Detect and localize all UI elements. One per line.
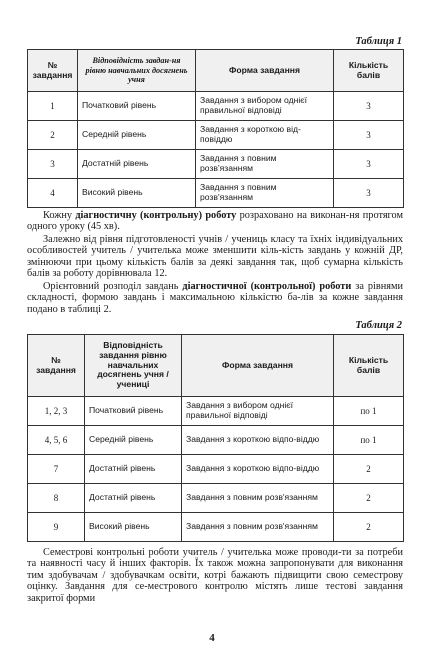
table2-cell-form: Завдання з короткою відпо-віддю [182, 455, 334, 484]
table-row [28, 92, 404, 121]
paragraph-1-bold: діагностичну (контрольну) роботу [75, 210, 237, 221]
table-row [28, 179, 404, 208]
table2-cell-points: по 1 [334, 426, 404, 455]
table1-cell-form: Завдання з короткою від-повіддю [196, 121, 334, 150]
table1-cell-num: 4 [28, 179, 78, 208]
paragraph-1 [27, 210, 403, 233]
table2-cell-num: 4, 5, 6 [28, 426, 85, 455]
table1-cell-num: 2 [28, 121, 78, 150]
table1-cell-points: 3 [334, 179, 404, 208]
table2-cell-form: Завдання з короткою відпо-віддю [182, 426, 334, 455]
table2-cell-level: Достатній рівень [85, 484, 182, 513]
table1-header-num: № завдання [28, 50, 78, 92]
table1-header-row [28, 50, 404, 92]
table1 [27, 49, 404, 208]
table2-header-row [28, 335, 404, 397]
page-number: 4 [209, 632, 215, 644]
table1-cell-level: Початковий рівень [78, 92, 196, 121]
table1-cell-level: Середній рівень [78, 121, 196, 150]
paragraph-4: Семестрові контрольні роботи учитель / учителька може проводи-ти за потреби та наявності часу й інших факторів. Їх також можна запропонувати для виконання тим здобувачам / здобувачкам освіти, котрі бажають підвищити свою семестрову оцінку. Завдання для се-местрового контролю містять лише тестові завдання закритої форми [27, 547, 403, 604]
table1-caption: Таблиця 1 [355, 36, 402, 47]
table-row [28, 455, 404, 484]
table1-cell-level: Високий рівень [78, 179, 196, 208]
paragraph-3 [27, 281, 403, 315]
table1-cell-form: Завдання з повним розв'язанням [196, 179, 334, 208]
table-row [28, 397, 404, 426]
table2-cell-num: 1, 2, 3 [28, 397, 85, 426]
table1-cell-level: Достатній рівень [78, 150, 196, 179]
table2-header-level: Відповідність завдання рівню навчальних досягнень учня / учениці [85, 335, 182, 397]
table1-cell-points: 3 [334, 150, 404, 179]
table2-cell-points: по 1 [334, 397, 404, 426]
paragraph-2: Залежно від рівня підготовленості учнів / учениць класу та їхніх індивідуальних особливостей учитель / учителька може зменшити кіль-кість завдань у кожній ДР, змінюючи при цьому кількість балів за деякі завдання так, щоб сумарна кількість балів за роботу дорівнювала 12. [27, 234, 403, 280]
table2 [27, 334, 404, 542]
table1-header-level: Відповідність завдан-ня рівню навчальних досягнень учня [78, 50, 196, 92]
table2-cell-level: Достатній рівень [85, 455, 182, 484]
table2-cell-level: Середній рівень [85, 426, 182, 455]
table2-cell-form: Завдання з повним розв'язанням [182, 484, 334, 513]
table1-header-points: Кількість балів [334, 50, 404, 92]
table2-cell-points: 2 [334, 484, 404, 513]
table2-cell-points: 2 [334, 513, 404, 542]
table2-header-points: Кількість балів [334, 335, 404, 397]
table1-cell-form: Завдання з вибором однієї правильної відповіді [196, 92, 334, 121]
table2-cell-points: 2 [334, 455, 404, 484]
table1-cell-num: 3 [28, 150, 78, 179]
table2-caption: Таблиця 2 [355, 320, 402, 331]
table2-cell-form: Завдання з повним розв'язанням [182, 513, 334, 542]
table2-header-num: № завдання [28, 335, 85, 397]
table2-cell-num: 7 [28, 455, 85, 484]
table1-cell-num: 1 [28, 92, 78, 121]
paragraph-3-bold: діагностичної (контрольної) роботи [182, 281, 352, 292]
table2-cell-form: Завдання з вибором однієї правильної відповіді [182, 397, 334, 426]
table-row [28, 150, 404, 179]
table-row [28, 484, 404, 513]
paragraph-3-text-end: за рівнями складності, формою завдань і максимальною кількістю ба-лів за кожне завдання подано в таблиці 2. [27, 281, 403, 315]
table-row [28, 426, 404, 455]
table2-cell-level: Початковий рівень [85, 397, 182, 426]
paragraph-1-text: Кожну [43, 210, 76, 221]
table1-cell-points: 3 [334, 92, 404, 121]
table2-cell-num: 9 [28, 513, 85, 542]
table1-cell-points: 3 [334, 121, 404, 150]
table-row [28, 121, 404, 150]
table2-cell-level: Високий рівень [85, 513, 182, 542]
table1-cell-form: Завдання з повним розв'язанням [196, 150, 334, 179]
paragraph-3-text: Орієнтовний розподіл завдань [43, 281, 183, 292]
table1-header-form: Форма завдання [196, 50, 334, 92]
table-row [28, 513, 404, 542]
table2-cell-num: 8 [28, 484, 85, 513]
table2-header-form: Форма завдання [182, 335, 334, 397]
paragraph-1-text-end: розраховано на виконан-ня протягом одного уроку (45 хв). [27, 210, 403, 233]
